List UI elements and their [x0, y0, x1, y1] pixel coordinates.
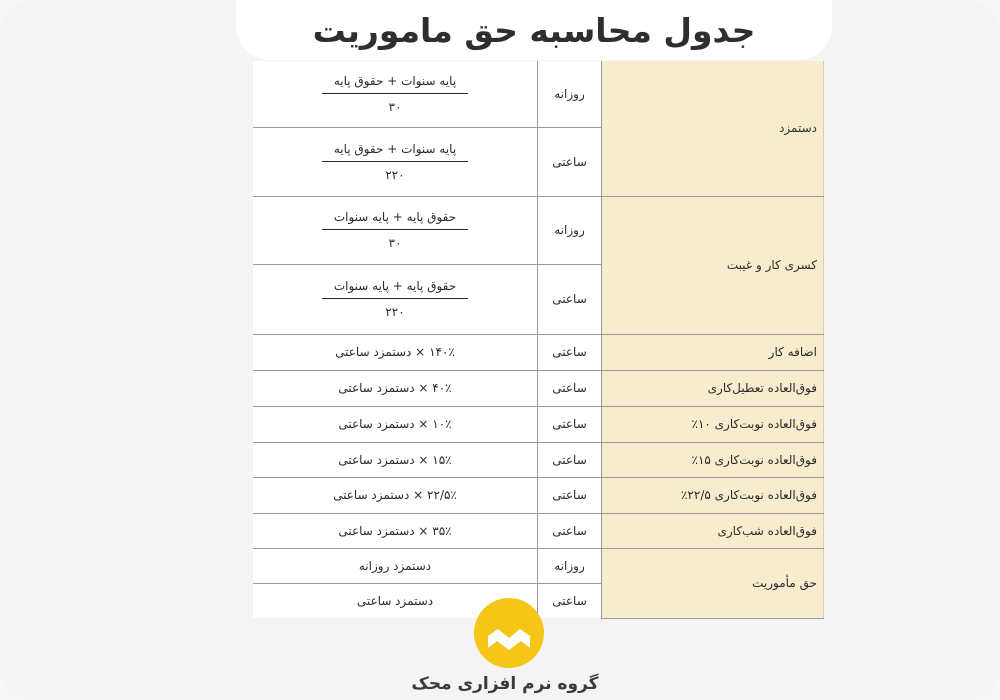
formula-cell: ۴۰٪ × دستمزد ساعتی: [253, 370, 538, 406]
category-cell: حق مأموریت: [602, 548, 824, 618]
page-title: جدول محاسبه حق ماموریت: [312, 10, 756, 50]
table-row: [253, 548, 824, 583]
unit-cell: ساعتی: [538, 477, 602, 513]
formula-cell: ۱۴۰٪ × دستمزد ساعتی: [253, 334, 538, 370]
formula-cell: ۳۵٪ × دستمزد ساعتی: [253, 513, 538, 548]
title-banner: [236, 0, 832, 60]
table-row: [253, 370, 824, 406]
fraction-numerator: پایه سنوات + حقوق پایه: [322, 74, 468, 94]
formula-cell: [253, 61, 538, 127]
formula-cell: [253, 127, 538, 196]
table-row: [253, 196, 824, 264]
formula-cell: دستمزد ساعتی: [356, 593, 434, 608]
fraction: [322, 74, 468, 114]
category-cell: فوق‌العاده تعطیل‌کاری: [602, 370, 824, 406]
formula-cell: [253, 264, 538, 334]
category-cell: کسری کار و غیبت: [602, 196, 824, 334]
fraction-denominator: ۲۲۰: [385, 305, 405, 319]
unit-cell: ساعتی: [538, 406, 602, 442]
category-cell: دستمزد: [602, 61, 824, 196]
unit-cell: ساعتی: [538, 513, 602, 548]
category-cell: فوق‌العاده نوبت‌کاری ۱۰٪: [602, 406, 824, 442]
table-row: [253, 477, 824, 513]
fraction-denominator: ۳۰: [388, 236, 402, 250]
table-row: [253, 334, 824, 370]
formula-cell: ۱۵٪ × دستمزد ساعتی: [253, 442, 538, 477]
formula-cell: [253, 196, 538, 264]
table-row: [253, 406, 824, 442]
unit-cell: روزانه: [538, 196, 602, 264]
table-row: [253, 61, 824, 127]
fraction: [322, 142, 468, 182]
formula-cell: ۱۰٪ × دستمزد ساعتی: [253, 406, 538, 442]
fraction-numerator: حقوق پایه + پایه سنوات: [322, 279, 468, 299]
category-cell: فوق‌العاده نوبت‌کاری ۲۲/۵٪: [602, 477, 824, 513]
unit-cell: ساعتی: [538, 334, 602, 370]
unit-cell: ساعتی: [538, 442, 602, 477]
logo-icon: [474, 598, 544, 668]
category-cell: اضافه کار: [602, 334, 824, 370]
formula-cell: ۲۲/۵٪ × دستمزد ساعتی: [253, 477, 538, 513]
unit-cell: ساعتی: [538, 583, 602, 618]
unit-cell: روزانه: [538, 548, 602, 583]
formula-cell: دستمزد روزانه: [253, 548, 538, 583]
table-row: [253, 442, 824, 477]
unit-cell: ساعتی: [538, 370, 602, 406]
calculation-table: [253, 61, 824, 618]
fraction: [322, 279, 468, 319]
table-row: [253, 513, 824, 548]
fraction-denominator: ۳۰: [388, 99, 402, 114]
category-cell: فوق‌العاده نوبت‌کاری ۱۵٪: [602, 442, 824, 477]
fraction-denominator: ۲۲۰: [385, 167, 405, 182]
unit-cell: ساعتی: [538, 127, 602, 196]
fraction-numerator: پایه سنوات + حقوق پایه: [322, 142, 468, 162]
unit-cell: روزانه: [538, 61, 602, 127]
fraction-numerator: حقوق پایه + پایه سنوات: [322, 210, 468, 230]
category-cell: فوق‌العاده شب‌کاری: [602, 513, 824, 548]
brand-name: گروه نرم افزاری محک: [411, 674, 599, 694]
unit-cell: ساعتی: [538, 264, 602, 334]
fraction: [322, 210, 468, 250]
